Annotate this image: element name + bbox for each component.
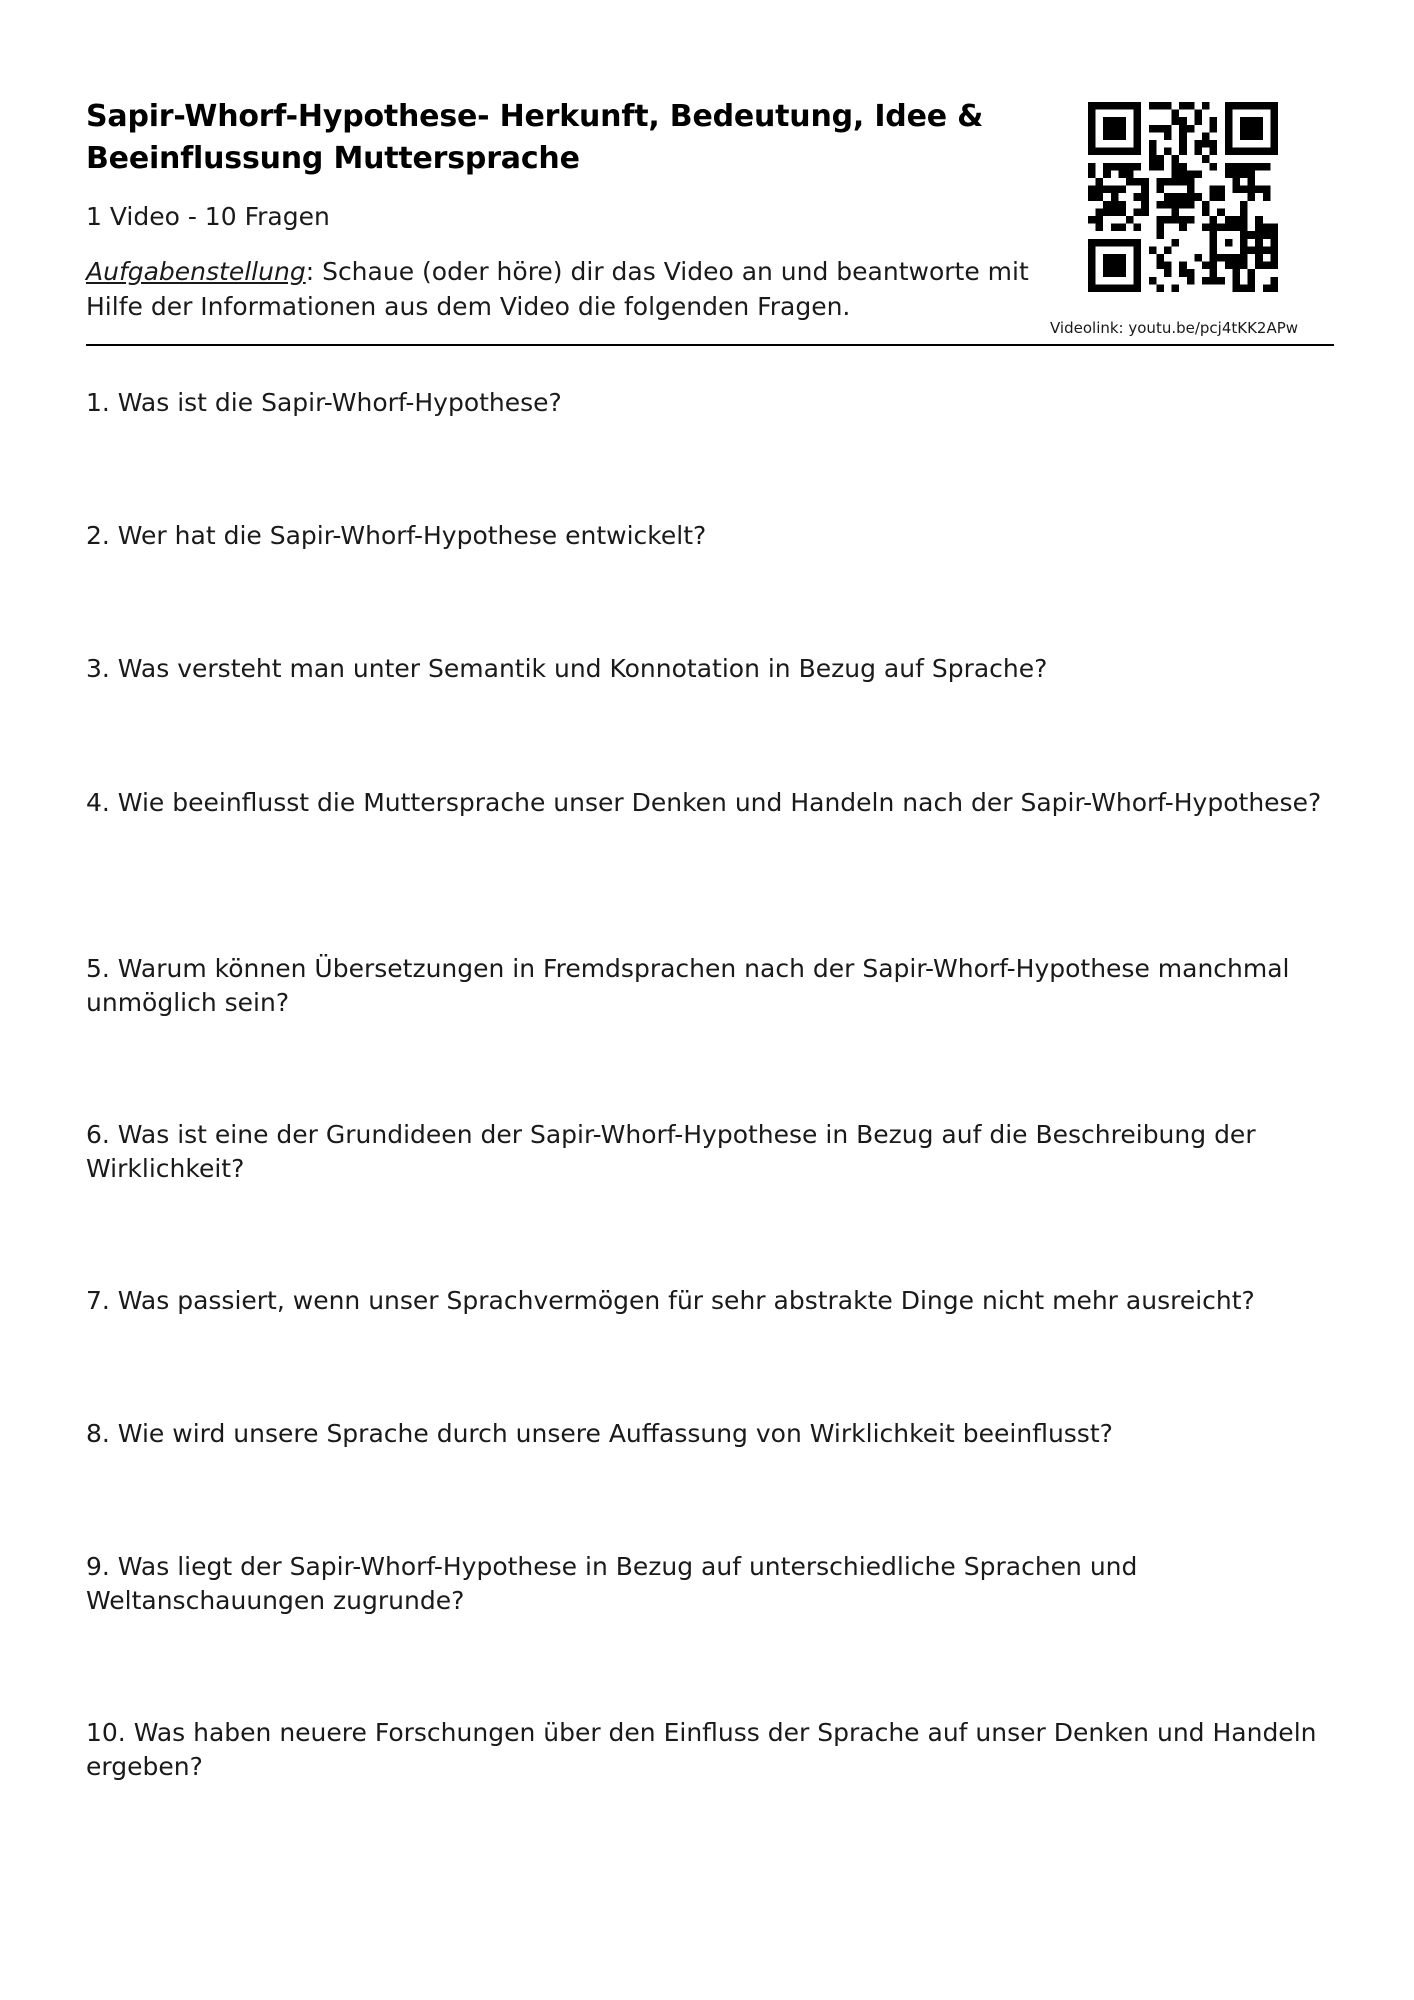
qr-code-icon [1088, 102, 1278, 292]
question-8: 8. Wie wird unsere Sprache durch unsere Auffassung von Wirklichkeit beeinflusst? [86, 1419, 1113, 1448]
header-divider [86, 344, 1334, 346]
worksheet-header [86, 96, 1046, 324]
question-4: 4. Wie beeinflusst die Muttersprache unser Denken und Handeln nach der Sapir-Whorf-Hypothese? [86, 788, 1322, 817]
question-1: 1. Was ist die Sapir-Whorf-Hypothese? [86, 388, 562, 417]
question-2: 2. Wer hat die Sapir-Whorf-Hypothese entwickelt? [86, 521, 707, 550]
task-label: Aufgabenstellung [86, 257, 306, 286]
subtitle: 1 Video - 10 Fragen [86, 202, 330, 231]
question-3: 3. Was versteht man unter Semantik und Konnotation in Bezug auf Sprache? [86, 654, 1048, 683]
question-10: 10. Was haben neuere Forschungen über den Einfluss der Sprache auf unser Denken und Handeln ergeben? [86, 1718, 1317, 1781]
question-7: 7. Was passiert, wenn unser Sprachvermögen für sehr abstrakte Dinge nicht mehr ausreicht? [86, 1286, 1255, 1315]
video-link[interactable]: Videolink: youtu.be/pcj4tKK2APw [1050, 319, 1299, 337]
task-instructions [86, 254, 1046, 324]
page-title: Sapir-Whorf-Hypothese- Herkunft, Bedeutung, Idee & Beeinflussung Muttersprache [86, 99, 984, 176]
task-text: : Schaue (oder höre) dir das Video an und beantworte mit Hilfe der Informationen aus dem Video die folgenden Fragen. [86, 257, 1029, 321]
question-9: 9. Was liegt der Sapir-Whorf-Hypothese in Bezug auf unterschiedliche Sprachen und Weltanschauungen zugrunde? [86, 1552, 1138, 1615]
question-5: 5. Warum können Übersetzungen in Fremdsprachen nach der Sapir-Whorf-Hypothese manchmal unmöglich sein? [86, 954, 1290, 1017]
question-6: 6. Was ist eine der Grundideen der Sapir-Whorf-Hypothese in Bezug auf die Beschreibung der Wirklichkeit? [86, 1120, 1256, 1183]
